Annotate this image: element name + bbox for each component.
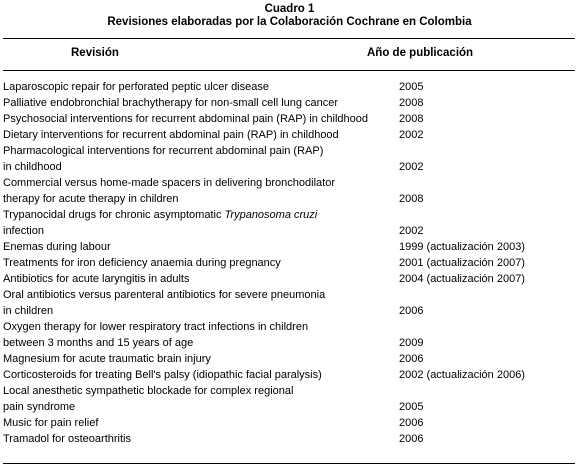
review-title-line: Local anesthetic sympathetic blockade for complex regional — [3, 385, 294, 397]
publication-year: 2002 — [399, 225, 424, 237]
publication-year: 2006 — [399, 417, 424, 429]
review-title-line: Oxygen therapy for lower respiratory tract infections in children — [3, 321, 309, 333]
publication-year: 2001 (actualización 2007) — [399, 257, 525, 269]
review-title-line: between 3 months and 15 years of age — [3, 337, 194, 349]
table-body — [0, 79, 579, 447]
table-row — [0, 415, 579, 431]
publication-year: 2002 (actualización 2006) — [399, 369, 525, 381]
publication-year: 2006 — [399, 433, 424, 445]
table-row — [0, 367, 579, 383]
table-row — [0, 383, 579, 415]
review-title-line: Pharmacological interventions for recurrent abdominal pain (RAP) — [3, 145, 324, 157]
column-header-year: Año de publicación — [367, 47, 474, 59]
review-title: Palliative endobronchial brachytherapy for non-small cell lung cancer — [3, 97, 339, 109]
review-title-line: Commercial versus home-made spacers in delivering bronchodilator — [3, 177, 335, 189]
table-caption-number: Cuadro 1 — [264, 3, 315, 15]
table-top-rule — [3, 38, 575, 39]
publication-year: 2008 — [399, 113, 424, 125]
table-row — [0, 351, 579, 367]
review-title: Magnesium for acute traumatic brain injury — [3, 353, 211, 365]
review-title: Enemas during labour — [3, 241, 111, 253]
table-row — [0, 271, 579, 287]
review-title: Psychosocial interventions for recurrent abdominal pain (RAP) in childhood — [3, 113, 369, 125]
review-title — [3, 143, 323, 175]
table-row — [0, 287, 579, 319]
review-title: Laparoscopic repair for perforated peptic ulcer disease — [3, 81, 269, 93]
publication-year: 2002 — [399, 161, 424, 173]
table-row — [0, 239, 579, 255]
review-title: Antibiotics for acute laryngitis in adults — [3, 273, 190, 285]
publication-year: 2006 — [399, 353, 424, 365]
review-title: Music for pain relief — [3, 417, 99, 429]
table-row — [0, 175, 579, 207]
table-row — [0, 95, 579, 111]
review-title: Tramadol for osteoarthritis — [3, 433, 131, 445]
publication-year: 2009 — [399, 337, 424, 349]
review-title — [3, 383, 293, 415]
review-title-line: pain syndrome — [3, 401, 76, 413]
publication-year: 2008 — [399, 97, 424, 109]
table-row — [0, 207, 579, 239]
publication-year: 2005 — [399, 401, 424, 413]
publication-year: 2002 — [399, 129, 424, 141]
review-title: Dietary interventions for recurrent abdominal pain (RAP) in childhood — [3, 129, 339, 141]
review-title-line: infection — [3, 225, 44, 237]
table-row — [0, 431, 579, 447]
review-title — [3, 175, 335, 207]
review-title-text: Trypanocidal drugs for chronic asymptomatic — [3, 209, 225, 221]
table-bottom-rule — [3, 463, 575, 464]
review-title — [3, 207, 317, 239]
review-title-line: in children — [3, 305, 54, 317]
table-row — [0, 319, 579, 351]
review-title-line: therapy for acute therapy in children — [3, 193, 179, 205]
review-title: Corticosteroids for treating Bell's palsy (idiopathic facial paralysis) — [3, 369, 322, 381]
publication-year: 2008 — [399, 193, 424, 205]
publication-year: 2005 — [399, 81, 424, 93]
review-title-line: Oral antibiotics versus parenteral antibiotics for severe pneumonia — [3, 289, 326, 301]
review-title-line — [3, 207, 317, 223]
publication-year: 2006 — [399, 305, 424, 317]
review-title: Treatments for iron deficiency anaemia during pregnancy — [3, 257, 281, 269]
publication-year: 2004 (actualización 2007) — [399, 273, 525, 285]
publication-year: 1999 (actualización 2003) — [399, 241, 525, 253]
review-title — [3, 287, 325, 319]
review-title-line: in childhood — [3, 161, 62, 173]
review-title — [3, 319, 308, 351]
table-header-rule — [3, 70, 575, 71]
table-row — [0, 127, 579, 143]
table-row — [0, 143, 579, 175]
table-row — [0, 111, 579, 127]
review-title-species: Trypanosoma cruzi — [224, 209, 318, 221]
column-header-review: Revisión — [71, 47, 119, 59]
table-caption-title: Revisiones elaboradas por la Colaboración Cochrane en Colombia — [107, 16, 472, 28]
table-row — [0, 255, 579, 271]
table-row — [0, 79, 579, 95]
